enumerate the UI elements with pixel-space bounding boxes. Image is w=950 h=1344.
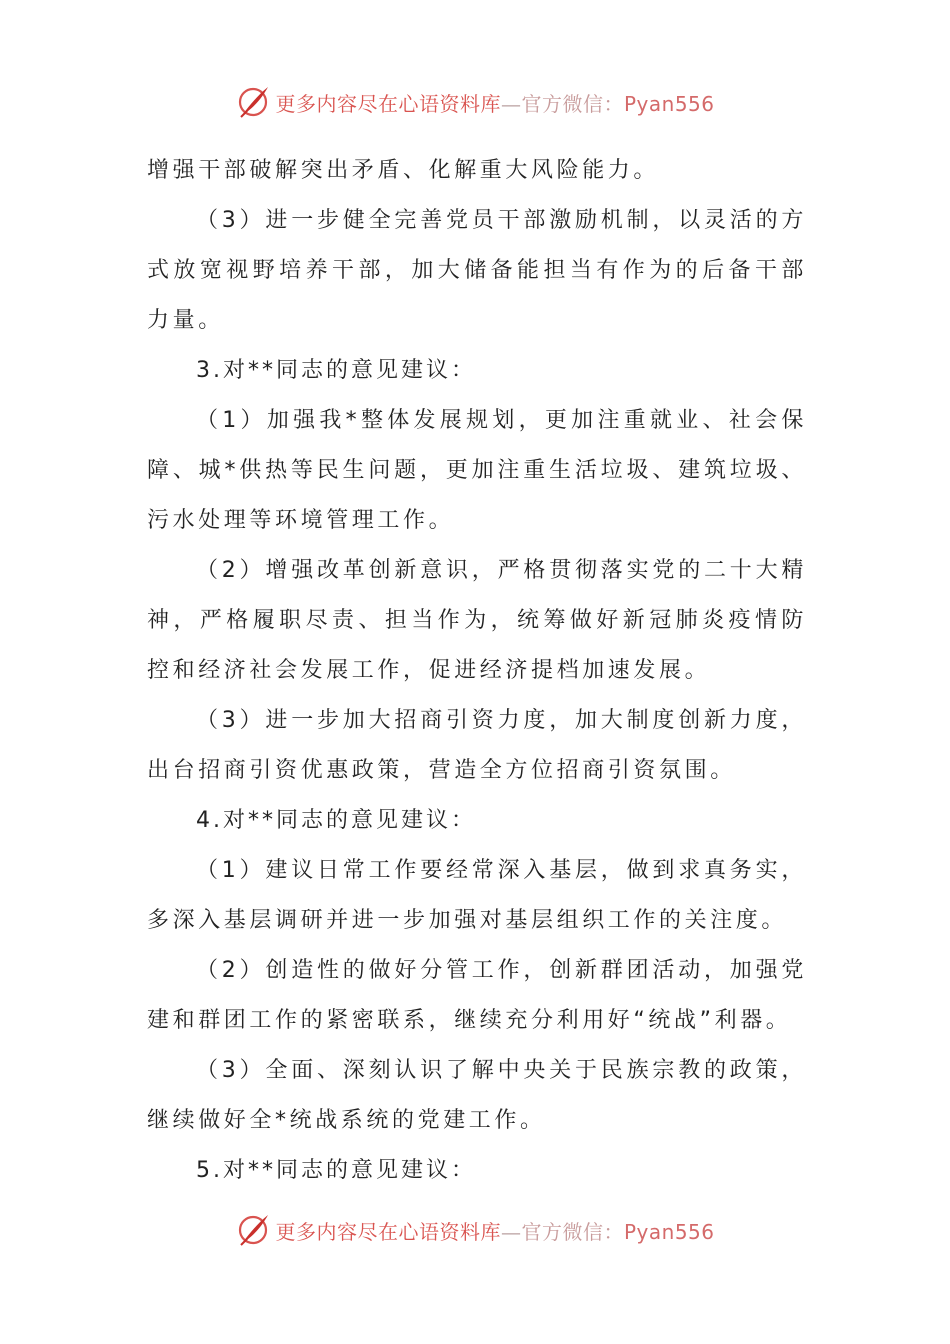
paragraph: 增强干部破解突出矛盾、化解重大风险能力。 (147, 158, 660, 183)
footer-watermark (0, 1210, 950, 1250)
watermark-brand: 更多内容尽在心语资料库 (275, 1219, 501, 1244)
watermark-wechat-label: 官方微信： (521, 91, 624, 116)
watermark-wechat-id: Pyan556 (623, 1219, 715, 1244)
paragraph: （3）进一步加大招商引资力度，加大制度创新力度，出台招商引资优惠政策，营造全方位招商引资氛围。 (147, 708, 807, 783)
paragraph: （2）增强改革创新意识，严格贯彻落实党的二十大精神，严格履职尽责、担当作为，统筹做好新冠肺炎疫情防控和经济社会发展工作，促进经济提档加速发展。 (147, 558, 807, 683)
paragraph: （1）建议日常工作要经常深入基层，做到求真务实，多深入基层调研并进一步加强对基层组织工作的关注度。 (147, 858, 807, 933)
paragraph: （3）全面、深刻认识了解中央关于民族宗教的政策，继续做好全*统战系统的党建工作。 (147, 1058, 807, 1133)
header-watermark (0, 82, 950, 122)
section-heading: 4.对**同志的意见建议： (196, 808, 476, 833)
paragraph: （3）进一步健全完善党员干部激励机制，以灵活的方式放宽视野培养干部，加大储备能担当有作为的后备干部力量。 (147, 208, 807, 333)
quill-pen-logo-icon (235, 84, 271, 120)
watermark-dash: — (500, 1219, 522, 1244)
watermark-brand: 更多内容尽在心语资料库 (275, 91, 501, 116)
watermark-wechat-label: 官方微信： (521, 1219, 624, 1244)
document-body (147, 146, 807, 1196)
quill-pen-logo-icon (235, 1212, 271, 1248)
section-heading: 5.对**同志的意见建议： (196, 1158, 476, 1183)
section-heading: 3.对**同志的意见建议： (196, 358, 476, 383)
paragraph: （1）加强我*整体发展规划，更加注重就业、社会保障、城*供热等民生问题，更加注重生活垃圾、建筑垃圾、污水处理等环境管理工作。 (147, 408, 807, 533)
paragraph: （2）创造性的做好分管工作，创新群团活动，加强党建和群团工作的紧密联系，继续充分利用好“统战”利器。 (147, 958, 807, 1033)
watermark-wechat-id: Pyan556 (623, 91, 715, 116)
watermark-dash: — (500, 91, 522, 116)
